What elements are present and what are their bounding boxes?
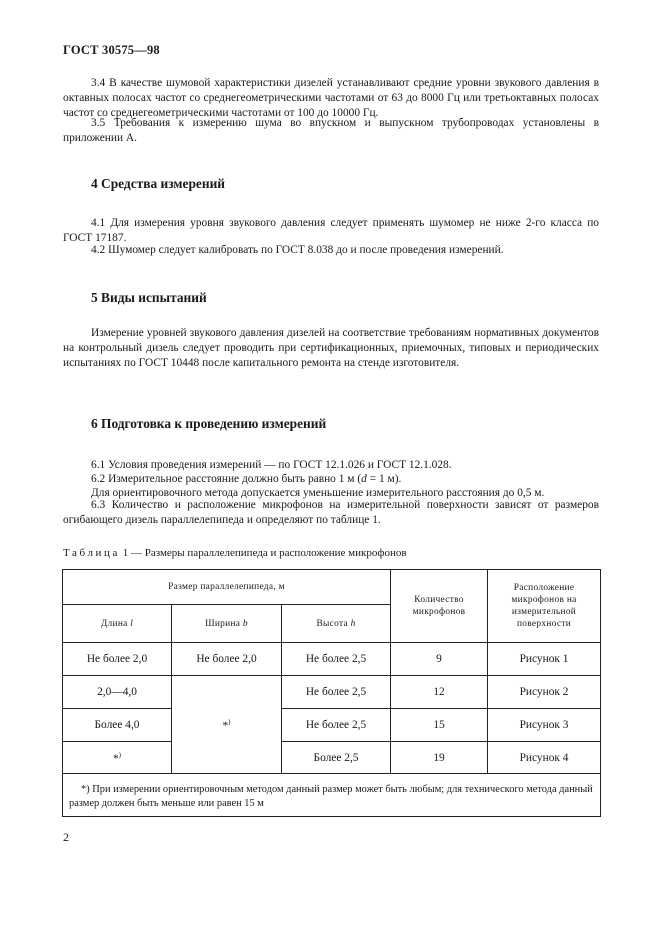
cell-length: 2,0—4,0	[63, 676, 172, 709]
section-heading-6: 6 Подготовка к проведению измерений	[91, 416, 327, 431]
footnote-text: При измерении ориентировочным методом данный размер может быть любым; для технического метода данный размер должен быть меньше или равен 15 м	[69, 784, 593, 809]
paragraph-6-1: 6.1 Условия проведения измерений — по ГОСТ 12.1.026 и ГОСТ 12.1.028.	[91, 459, 452, 471]
cell-height: Более 2,5	[282, 742, 391, 774]
paragraph-5: Измерение уровней звукового давления дизелей на соответствие требованиям нормативных документов на контрольный дизель следует проводить при сертификационных, приемочных, типовых и периодических испытаниях по ГОСТ 10448 после капитального ремонта на стенде изготовителя.	[63, 327, 599, 369]
cell-width-merged	[172, 676, 282, 774]
cell-figure: Рисунок 1	[488, 643, 601, 676]
table-1	[62, 569, 601, 817]
head-mic-count: Количество микрофонов	[391, 570, 488, 643]
cell-figure: Рисунок 4	[488, 742, 601, 774]
cell-count: 15	[391, 709, 488, 742]
head-width-symbol: b	[242, 618, 248, 629]
paragraph-6-2-note: Для ориентировочного метода допускается уменьшение измерительного расстояния до 0,5 м.	[91, 487, 545, 499]
table-footnote-row	[63, 774, 601, 817]
star-paren: )	[228, 717, 231, 726]
page-number: 2	[63, 830, 69, 844]
table-row	[63, 676, 601, 709]
head-length-text: Длина	[100, 618, 131, 629]
paragraph-4-2: 4.2 Шумомер следует калибровать по ГОСТ 8.038 до и после проведения измерений.	[91, 244, 504, 256]
cell-count: 12	[391, 676, 488, 709]
cell-width: Не более 2,0	[172, 643, 282, 676]
star-mark: *	[112, 752, 119, 765]
head-height-text: Высота	[316, 618, 351, 629]
head-mic-location: Расположение микрофонов на измерительной поверхности	[488, 570, 601, 643]
cell-count: 19	[391, 742, 488, 774]
table-row	[63, 742, 601, 774]
cell-height: Не более 2,5	[282, 709, 391, 742]
cell-height: Не более 2,5	[282, 643, 391, 676]
paragraph-3-5: 3.5 Требования к измерению шума во впускном и выпускном трубопроводах установлены в приложении А.	[63, 117, 599, 144]
section-heading-5: 5 Виды испытаний	[91, 290, 207, 305]
head-length	[63, 605, 172, 643]
table-footnote	[63, 774, 601, 817]
head-width-text: Ширина	[205, 618, 243, 629]
table-row	[63, 643, 601, 676]
section-heading-4: 4 Средства измерений	[91, 176, 226, 191]
footnote-mark: *)	[81, 784, 90, 795]
table-caption	[63, 547, 407, 559]
paragraph-3-4: 3.4 В качестве шумовой характеристики дизелей устанавливают средние уровни звукового давления в октавных полосах частот со среднегеометрическими частотами от 63 до 8000 Гц или третьоктавных полосах частот со среднегеометрическими частотами от 100 до 10000 Гц.	[63, 77, 599, 119]
paragraph-6-3: 6.3 Количество и расположение микрофонов на измерительной поверхности зависят от размеров огибающего дизель параллелепипеда и определяют по таблице 1.	[63, 499, 599, 526]
table-caption-word: Таблица	[63, 547, 120, 559]
head-length-symbol: l	[130, 618, 134, 629]
paragraph-6-2-text-a: 6.2 Измерительное расстояние должно быть равно 1 м (	[91, 473, 362, 485]
cell-height: Не более 2,5	[282, 676, 391, 709]
distance-symbol: d	[361, 473, 367, 485]
cell-figure: Рисунок 3	[488, 709, 601, 742]
head-width	[172, 605, 282, 643]
cell-figure: Рисунок 2	[488, 676, 601, 709]
cell-count: 9	[391, 643, 488, 676]
table-caption-text: 1 — Размеры параллелепипеда и расположение микрофонов	[120, 547, 407, 559]
paragraph-6-2	[63, 472, 599, 487]
cell-length: Не более 2,0	[63, 643, 172, 676]
cell-length: Более 4,0	[63, 709, 172, 742]
paragraph-4-1: 4.1 Для измерения уровня звукового давления следует применять шумомер не ниже 2-го класса по ГОСТ 17187.	[63, 217, 599, 244]
head-height-symbol: h	[350, 618, 356, 629]
paragraph-6-2-text-b: = 1 м).	[366, 473, 402, 485]
document-code: ГОСТ 30575—98	[63, 43, 160, 57]
star-mark: *	[222, 719, 229, 732]
head-height	[282, 605, 391, 643]
star-paren: )	[118, 750, 122, 759]
cell-length-star	[63, 742, 172, 774]
table-row	[63, 709, 601, 742]
head-dimensions: Размер параллелепипеда, м	[63, 570, 391, 605]
